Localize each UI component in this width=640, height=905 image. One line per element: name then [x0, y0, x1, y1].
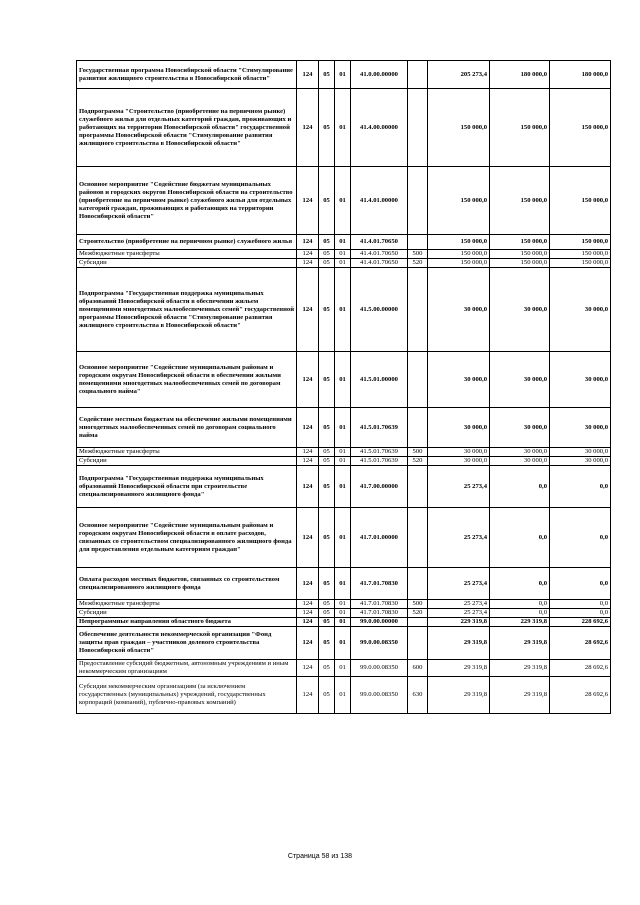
- grbs-code: 124: [297, 250, 319, 259]
- row-name: Содействие местным бюджетам на обеспечение жилыми помещениями многодетных малообеспеченных семей по договорам социального найма: [77, 408, 297, 448]
- section-code: 05: [319, 235, 335, 250]
- amount-year2: 30 000,0: [490, 457, 550, 466]
- amount-year3: 150 000,0: [550, 167, 611, 235]
- amount-year1: 25 273,4: [428, 508, 490, 568]
- amount-year1: 150 000,0: [428, 250, 490, 259]
- subsection-code: 01: [335, 235, 351, 250]
- section-code: 05: [319, 61, 335, 89]
- target-article-code: 99.0.00.08350: [351, 627, 408, 660]
- table-row: [77, 600, 611, 609]
- table-row: [77, 352, 611, 408]
- subsection-code: 01: [335, 89, 351, 167]
- row-name: Межбюджетные трансферты: [77, 600, 297, 609]
- grbs-code: 124: [297, 600, 319, 609]
- target-article-code: 41.7.01.00000: [351, 508, 408, 568]
- amount-year2: 30 000,0: [490, 352, 550, 408]
- amount-year2: 30 000,0: [490, 408, 550, 448]
- expense-type-code: [408, 235, 428, 250]
- grbs-code: 124: [297, 268, 319, 352]
- expense-type-code: 600: [408, 660, 428, 677]
- row-name: Подпрограмма "Государственная поддержка муниципальных образований Новосибирской области при строительстве специализированного жилищного фонда": [77, 466, 297, 508]
- expense-type-code: 500: [408, 448, 428, 457]
- grbs-code: 124: [297, 408, 319, 448]
- row-name: Оплата расходов местных бюджетов, связанных со строительством специализированного жилищного фонда: [77, 568, 297, 600]
- section-code: 05: [319, 609, 335, 618]
- budget-table-body: [77, 61, 611, 714]
- amount-year3: 30 000,0: [550, 457, 611, 466]
- expense-type-code: 500: [408, 600, 428, 609]
- target-article-code: 41.4.01.70650: [351, 250, 408, 259]
- table-row: [77, 457, 611, 466]
- subsection-code: 01: [335, 508, 351, 568]
- section-code: 05: [319, 448, 335, 457]
- row-name: Подпрограмма "Строительство (приобретение на первичном рынке) служебного жилья для отдельных категорий граждан, проживающих и работающих на территории Новосибирской области" государственной программы Новосибирской области "Стимулирование развития жилищного строительства в Новосибирской области": [77, 89, 297, 167]
- row-name: Подпрограмма "Государственная поддержка муниципальных образований Новосибирской области в обеспечении жильем помещениями многодетных малообеспеченных семей" государственной программы Новосибирской области "Стимулирование развития жилищного строительства в Новосибирской области": [77, 268, 297, 352]
- amount-year1: 229 319,8: [428, 618, 490, 627]
- row-name: Основное мероприятие "Содействие муниципальным районам и городским округам Новосибирской области в обеспечении жилыми помещениями многодетных малообеспеченных семей по договорам социального найма": [77, 352, 297, 408]
- row-name: Строительство (приобретение на первичном рынке) служебного жилья: [77, 235, 297, 250]
- table-row: [77, 448, 611, 457]
- amount-year2: 30 000,0: [490, 268, 550, 352]
- subsection-code: 01: [335, 618, 351, 627]
- table-row: [77, 660, 611, 677]
- amount-year2: 150 000,0: [490, 250, 550, 259]
- subsection-code: 01: [335, 250, 351, 259]
- expense-type-code: [408, 627, 428, 660]
- table-row: [77, 508, 611, 568]
- amount-year2: 150 000,0: [490, 259, 550, 268]
- amount-year2: 150 000,0: [490, 89, 550, 167]
- row-name: Субсидии некоммерческим организациям (за исключением государственных (муниципальных) учреждений, государственных корпораций (компаний), публично-правовых компаний): [77, 677, 297, 714]
- amount-year2: 0,0: [490, 600, 550, 609]
- amount-year1: 150 000,0: [428, 167, 490, 235]
- grbs-code: 124: [297, 457, 319, 466]
- section-code: 05: [319, 268, 335, 352]
- amount-year3: 28 692,6: [550, 660, 611, 677]
- target-article-code: 41.7.01.70830: [351, 600, 408, 609]
- expense-type-code: [408, 61, 428, 89]
- row-name: Субсидии: [77, 609, 297, 618]
- section-code: 05: [319, 508, 335, 568]
- amount-year1: 30 000,0: [428, 408, 490, 448]
- amount-year2: 150 000,0: [490, 167, 550, 235]
- grbs-code: 124: [297, 352, 319, 408]
- table-row: [77, 618, 611, 627]
- target-article-code: 41.7.00.00000: [351, 466, 408, 508]
- grbs-code: 124: [297, 466, 319, 508]
- table-row: [77, 627, 611, 660]
- row-name: Межбюджетные трансферты: [77, 250, 297, 259]
- grbs-code: 124: [297, 618, 319, 627]
- amount-year3: 180 000,0: [550, 61, 611, 89]
- grbs-code: 124: [297, 508, 319, 568]
- expense-type-code: [408, 352, 428, 408]
- subsection-code: 01: [335, 61, 351, 89]
- row-name: Государственная программа Новосибирской области "Стимулирование развития жилищного строительства в Новосибирской области": [77, 61, 297, 89]
- subsection-code: 01: [335, 268, 351, 352]
- section-code: 05: [319, 259, 335, 268]
- table-row: [77, 167, 611, 235]
- target-article-code: 99.0.00.00000: [351, 618, 408, 627]
- amount-year1: 29 319,8: [428, 677, 490, 714]
- amount-year2: 0,0: [490, 508, 550, 568]
- expense-type-code: [408, 568, 428, 600]
- section-code: 05: [319, 568, 335, 600]
- table-row: [77, 235, 611, 250]
- section-code: 05: [319, 457, 335, 466]
- target-article-code: 41.5.01.00000: [351, 352, 408, 408]
- amount-year3: 30 000,0: [550, 352, 611, 408]
- page-footer: Страница 58 из 138: [287, 853, 353, 860]
- amount-year3: 0,0: [550, 600, 611, 609]
- amount-year2: 30 000,0: [490, 448, 550, 457]
- target-article-code: 41.5.01.70639: [351, 448, 408, 457]
- amount-year3: 0,0: [550, 609, 611, 618]
- amount-year1: 150 000,0: [428, 89, 490, 167]
- row-name: Обеспечение деятельности некоммерческой организации "Фонд защиты прав граждан – участников долевого строительства Новосибирской области": [77, 627, 297, 660]
- target-article-code: 41.4.01.00000: [351, 167, 408, 235]
- amount-year3: 150 000,0: [550, 250, 611, 259]
- grbs-code: 124: [297, 89, 319, 167]
- expense-type-code: 520: [408, 457, 428, 466]
- row-name: Субсидии: [77, 259, 297, 268]
- amount-year2: 0,0: [490, 466, 550, 508]
- subsection-code: 01: [335, 167, 351, 235]
- section-code: 05: [319, 466, 335, 508]
- section-code: 05: [319, 627, 335, 660]
- grbs-code: 124: [297, 609, 319, 618]
- grbs-code: 124: [297, 568, 319, 600]
- amount-year3: 150 000,0: [550, 259, 611, 268]
- table-row: [77, 268, 611, 352]
- grbs-code: 124: [297, 627, 319, 660]
- amount-year1: 30 000,0: [428, 457, 490, 466]
- grbs-code: 124: [297, 259, 319, 268]
- subsection-code: 01: [335, 352, 351, 408]
- amount-year1: 150 000,0: [428, 259, 490, 268]
- target-article-code: 41.5.01.70639: [351, 457, 408, 466]
- amount-year1: 29 319,8: [428, 627, 490, 660]
- amount-year1: 30 000,0: [428, 268, 490, 352]
- section-code: 05: [319, 250, 335, 259]
- amount-year2: 29 319,8: [490, 677, 550, 714]
- amount-year2: 180 000,0: [490, 61, 550, 89]
- section-code: 05: [319, 167, 335, 235]
- target-article-code: 41.4.01.70650: [351, 259, 408, 268]
- grbs-code: 124: [297, 167, 319, 235]
- expense-type-code: [408, 408, 428, 448]
- target-article-code: 41.7.01.70830: [351, 609, 408, 618]
- expense-type-code: 520: [408, 609, 428, 618]
- table-row: [77, 250, 611, 259]
- amount-year2: 29 319,8: [490, 660, 550, 677]
- table-row: [77, 466, 611, 508]
- subsection-code: 01: [335, 448, 351, 457]
- section-code: 05: [319, 618, 335, 627]
- expense-type-code: [408, 466, 428, 508]
- table-row: [77, 568, 611, 600]
- table-row: [77, 677, 611, 714]
- amount-year3: 0,0: [550, 466, 611, 508]
- row-name: Субсидии: [77, 457, 297, 466]
- amount-year1: 25 273,4: [428, 609, 490, 618]
- table-row: [77, 61, 611, 89]
- amount-year3: 28 692,6: [550, 627, 611, 660]
- target-article-code: 41.0.00.00000: [351, 61, 408, 89]
- expense-type-code: [408, 167, 428, 235]
- row-name: Основное мероприятие "Содействие бюджетам муниципальных районов и городских округов Новосибирской области на строительство (приобретение на первичном рынке) служебного жилья для отдельных категорий граждан, проживающих и работающих на территории Новосибирской области": [77, 167, 297, 235]
- section-code: 05: [319, 89, 335, 167]
- row-name: Основное мероприятие "Содействие муниципальным районам и городским округам Новосибирской области в оплате расходов, связанных со строительством специализированного жилищного фонда для предоставления отдельным категориям граждан": [77, 508, 297, 568]
- amount-year2: 0,0: [490, 568, 550, 600]
- subsection-code: 01: [335, 457, 351, 466]
- amount-year3: 150 000,0: [550, 89, 611, 167]
- table-row: [77, 259, 611, 268]
- amount-year3: 30 000,0: [550, 268, 611, 352]
- expense-type-code: 500: [408, 250, 428, 259]
- subsection-code: 01: [335, 466, 351, 508]
- expense-type-code: 630: [408, 677, 428, 714]
- amount-year2: 150 000,0: [490, 235, 550, 250]
- amount-year3: 30 000,0: [550, 408, 611, 448]
- section-code: 05: [319, 352, 335, 408]
- grbs-code: 124: [297, 677, 319, 714]
- section-code: 05: [319, 660, 335, 677]
- subsection-code: 01: [335, 677, 351, 714]
- amount-year1: 25 273,4: [428, 600, 490, 609]
- amount-year2: 229 319,8: [490, 618, 550, 627]
- subsection-code: 01: [335, 259, 351, 268]
- amount-year1: 25 273,4: [428, 568, 490, 600]
- grbs-code: 124: [297, 448, 319, 457]
- subsection-code: 01: [335, 609, 351, 618]
- target-article-code: 41.7.01.70830: [351, 568, 408, 600]
- row-name: Предоставление субсидий бюджетным, автономным учреждениям и иным некоммерческим организациям: [77, 660, 297, 677]
- amount-year3: 228 692,6: [550, 618, 611, 627]
- amount-year3: 0,0: [550, 568, 611, 600]
- expense-type-code: [408, 268, 428, 352]
- target-article-code: 41.4.01.70650: [351, 235, 408, 250]
- amount-year2: 0,0: [490, 609, 550, 618]
- amount-year2: 29 319,8: [490, 627, 550, 660]
- amount-year1: 29 319,8: [428, 660, 490, 677]
- grbs-code: 124: [297, 61, 319, 89]
- amount-year1: 30 000,0: [428, 352, 490, 408]
- section-code: 05: [319, 677, 335, 714]
- table-row: [77, 408, 611, 448]
- amount-year3: 150 000,0: [550, 235, 611, 250]
- table-row: [77, 89, 611, 167]
- amount-year3: 30 000,0: [550, 448, 611, 457]
- grbs-code: 124: [297, 660, 319, 677]
- section-code: 05: [319, 408, 335, 448]
- target-article-code: 99.0.00.08350: [351, 660, 408, 677]
- amount-year3: 0,0: [550, 508, 611, 568]
- amount-year1: 205 273,4: [428, 61, 490, 89]
- expense-type-code: [408, 508, 428, 568]
- expense-type-code: [408, 618, 428, 627]
- target-article-code: 99.0.00.08350: [351, 677, 408, 714]
- grbs-code: 124: [297, 235, 319, 250]
- amount-year1: 30 000,0: [428, 448, 490, 457]
- expense-type-code: 520: [408, 259, 428, 268]
- subsection-code: 01: [335, 600, 351, 609]
- budget-table: [76, 60, 611, 714]
- target-article-code: 41.5.00.00000: [351, 268, 408, 352]
- section-code: 05: [319, 600, 335, 609]
- expense-type-code: [408, 89, 428, 167]
- target-article-code: 41.5.01.70639: [351, 408, 408, 448]
- subsection-code: 01: [335, 627, 351, 660]
- subsection-code: 01: [335, 568, 351, 600]
- target-article-code: 41.4.00.00000: [351, 89, 408, 167]
- subsection-code: 01: [335, 660, 351, 677]
- table-row: [77, 609, 611, 618]
- amount-year1: 150 000,0: [428, 235, 490, 250]
- row-name: Непрограммные направления областного бюджета: [77, 618, 297, 627]
- row-name: Межбюджетные трансферты: [77, 448, 297, 457]
- amount-year1: 25 273,4: [428, 466, 490, 508]
- amount-year3: 28 692,6: [550, 677, 611, 714]
- subsection-code: 01: [335, 408, 351, 448]
